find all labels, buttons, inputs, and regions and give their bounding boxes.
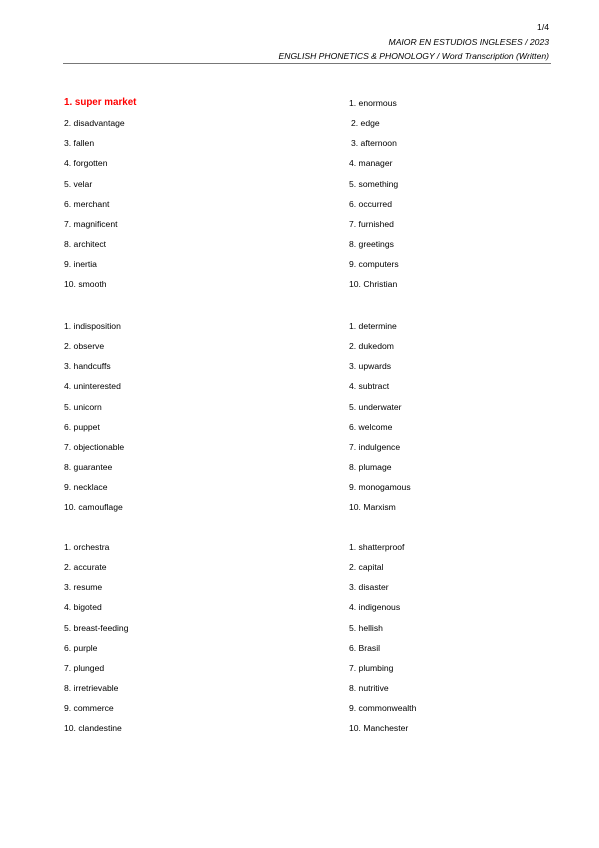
word-item: 4. subtract [349,381,390,392]
word-item: 5. something [349,178,399,189]
word-item: 7. objectionable [64,441,125,452]
word-item: 9. commerce [64,703,114,714]
word-item: 10. Manchester [349,723,409,734]
word-item: 3. afternoon [351,138,397,149]
word-item: 3. handcuffs [64,361,111,372]
word-item: 5. unicorn [64,401,102,412]
page-header [279,20,549,64]
word-column-left-3 [64,540,294,741]
word-item: 10. Marxism [349,502,396,513]
word-item: 5. velar [64,178,93,189]
subject-title: ENGLISH PHONETICS & PHONOLOGY / Word Transcription (Written) [278,51,549,61]
word-item: 7. indulgence [349,441,401,452]
word-item: 4. bigoted [64,602,102,613]
word-item: 1. indisposition [64,321,121,331]
word-column-right-3 [349,540,579,741]
word-item: 7. magnificent [64,218,118,229]
word-item: 9. commonwealth [349,703,417,714]
word-item: 4. uninterested [64,381,121,392]
word-item: 7. furnished [349,218,394,229]
word-item: 5. underwater [349,401,402,412]
word-item: 3. resume [64,582,103,593]
word-item: 9. computers [349,259,399,270]
word-item: 10. clandestine [64,723,122,734]
word-item: 9. necklace [64,482,108,493]
word-item: 7. plumbing [349,662,394,673]
word-item: 6. puppet [64,421,100,432]
word-item: 5. hellish [349,622,383,633]
word-item: 10. camouflage [64,502,123,513]
word-item: 2. dukedom [349,341,394,352]
word-item: 4. forgotten [64,158,108,169]
header-divider [63,63,551,64]
word-item: 1. shatterproof [349,542,405,552]
word-item: 2. capital [349,562,384,573]
page-number: 1/4 [537,22,549,32]
word-item: 2. accurate [64,562,107,573]
word-item: 3. upwards [349,361,392,372]
word-item: 6. merchant [64,198,110,209]
word-column-left-1 [64,96,294,297]
word-item: 5. breast-feeding [64,622,129,633]
word-item: 1. super market [64,97,137,108]
word-item: 6. welcome [349,421,393,432]
word-item: 9. monogamous [349,482,411,493]
course-title: MAIOR EN ESTUDIOS INGLESES / 2023 [388,36,549,47]
word-item: 8. irretrievable [64,682,119,693]
word-item: 3. fallen [64,138,95,149]
word-item: 4. manager [349,158,393,169]
word-item: 10. Christian [349,279,398,290]
word-item: 9. inertia [64,259,97,270]
word-item: 8. plumage [349,461,392,472]
word-column-left-2 [64,319,294,520]
word-item: 7. plunged [64,662,105,673]
word-item: 2. edge [351,118,380,129]
word-item: 1. determine [349,321,397,331]
word-item: 4. indigenous [349,602,401,613]
word-item: 1. enormous [349,98,397,108]
word-item: 6. purple [64,642,98,653]
word-item: 3. disaster [349,582,389,593]
word-item: 2. observe [64,341,105,352]
word-column-right-1 [349,96,579,297]
word-item: 10. smooth [64,279,107,290]
word-item: 8. greetings [349,238,394,249]
word-column-right-2 [349,319,579,520]
word-item: 1. orchestra [64,542,110,552]
word-item: 8. guarantee [64,461,113,472]
word-item: 6. Brasil [349,642,381,653]
word-item: 8. architect [64,238,107,249]
word-item: 6. occurred [349,198,392,209]
word-item: 2. disadvantage [64,118,125,129]
word-item: 8. nutritive [349,682,389,693]
